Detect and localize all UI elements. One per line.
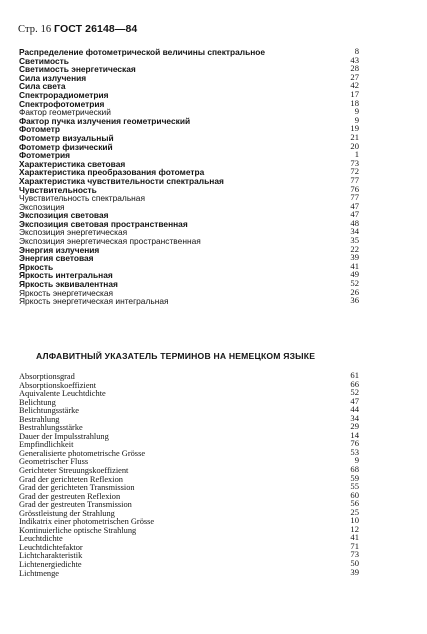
index-term: Фактор пучка излучения геометрический [19, 115, 191, 126]
german-index-row [19, 550, 359, 559]
term-number: 36 [350, 295, 359, 306]
index-term: Aquivalente Leuchtdichte [19, 389, 106, 399]
german-index-row [19, 525, 359, 534]
index-term: Яркость энергетическая интегральная [19, 296, 169, 307]
term-number: 47 [350, 200, 359, 211]
index-term: Яркость эквивалентная [19, 279, 118, 290]
term-number: 27 [350, 71, 359, 82]
german-index-row [19, 431, 359, 440]
russian-index-row [19, 107, 359, 116]
index-term: Характеристика чувствительности спектральная [19, 175, 224, 186]
russian-index-row [19, 73, 359, 82]
german-index-row [19, 516, 359, 525]
index-term: Belichtung [19, 397, 56, 407]
term-number: 9 [354, 106, 359, 117]
index-term: Фактор геометрический [19, 107, 111, 118]
term-number: 55 [350, 481, 359, 492]
index-term: Яркость интегральная [19, 270, 113, 281]
russian-index-row [19, 176, 359, 185]
index-term: Яркость [19, 261, 54, 272]
german-term-index [19, 371, 359, 576]
russian-index-row [19, 81, 359, 90]
russian-index-row [19, 142, 359, 151]
term-number: 20 [350, 140, 359, 151]
german-index-row [19, 499, 359, 508]
standard-number: ГОСТ 26148—84 [54, 23, 138, 35]
german-index-row [19, 542, 359, 551]
term-number: 68 [350, 464, 359, 475]
german-index-row [19, 397, 359, 406]
russian-term-index [19, 47, 359, 305]
term-number: 25 [350, 506, 359, 517]
index-term: Фотометр [19, 124, 61, 135]
index-term: Фотометрия [19, 150, 71, 161]
term-number: 34 [350, 412, 359, 423]
index-term: Светимость энергетическая [19, 64, 136, 75]
index-term: Grad der gerichteten Reflexion [19, 474, 123, 484]
russian-index-row [19, 202, 359, 211]
term-number: 43 [350, 54, 359, 65]
index-term: Экспозиция световая пространственная [19, 218, 188, 229]
russian-index-row [19, 210, 359, 219]
russian-index-row [19, 185, 359, 194]
index-term: Absorptionskoeffizient [19, 380, 97, 390]
russian-index-row [19, 262, 359, 271]
german-index-row [19, 465, 359, 474]
german-index-row [19, 439, 359, 448]
page-header [18, 23, 137, 35]
russian-index-row [19, 219, 359, 228]
term-number: 34 [350, 226, 359, 237]
term-number: 52 [350, 278, 359, 289]
russian-index-row [19, 116, 359, 125]
russian-index-row [19, 99, 359, 108]
index-term: Generalisierte photometrische Grösse [19, 448, 146, 458]
index-term: Dauer der Impulsstrahlung [19, 431, 109, 441]
term-number: 39 [350, 252, 359, 263]
term-number: 39 [350, 566, 359, 577]
index-term: Grad der gestreuten Reflexion [19, 491, 121, 501]
term-number: 77 [350, 174, 359, 185]
term-number: 44 [350, 404, 359, 415]
term-number: 35 [350, 235, 359, 246]
index-term: Энергия излучения [19, 244, 100, 255]
german-index-row [19, 448, 359, 457]
index-term: Grösstleistung der Strahlung [19, 508, 115, 518]
term-number: 29 [350, 421, 359, 432]
term-number: 14 [350, 429, 359, 440]
index-term: Bestrahlungsstärke [19, 423, 83, 433]
index-term: Спектрорадиометрия [19, 89, 109, 100]
index-term: Фотометр физический [19, 141, 113, 152]
index-term: Экспозиция энергетическая [19, 227, 128, 238]
term-number: 41 [350, 260, 359, 271]
term-number: 22 [350, 243, 359, 254]
term-number: 1 [354, 149, 359, 160]
term-number: 17 [350, 88, 359, 99]
index-term: Чувствительность спектральная [19, 193, 146, 204]
index-term: Kontinuierliche optische Strahlung [19, 525, 137, 535]
term-number: 28 [350, 63, 359, 74]
index-term: Экспозиция [19, 201, 65, 212]
term-number: 73 [350, 549, 359, 560]
index-term: Экспозиция энергетическая пространственная [19, 236, 201, 247]
index-term: Lichtmenge [19, 568, 59, 578]
index-term: Geometrischer Fluss [19, 457, 89, 467]
term-number: 73 [350, 157, 359, 168]
index-term: Grad der gerichteten Transmission [19, 483, 135, 493]
german-index-row [19, 491, 359, 500]
russian-index-row [19, 245, 359, 254]
term-number: 72 [350, 166, 359, 177]
german-index-row [19, 508, 359, 517]
index-term: Светимость [19, 55, 69, 66]
index-term: Lichtcharakteristik [19, 551, 83, 561]
term-number: 19 [350, 123, 359, 134]
russian-index-row [19, 64, 359, 73]
russian-index-row [19, 288, 359, 297]
term-number: 59 [350, 472, 359, 483]
german-index-row [19, 568, 359, 577]
russian-index-row [19, 167, 359, 176]
index-term: Leuchtdichtefaktor [19, 542, 83, 552]
term-number: 61 [350, 370, 359, 380]
russian-index-row [19, 227, 359, 236]
term-number: 41 [350, 532, 359, 543]
term-number: 8 [354, 46, 359, 56]
term-number: 18 [350, 97, 359, 108]
term-number: 77 [350, 192, 359, 203]
index-term: Характеристика световая [19, 158, 126, 169]
index-term: Indikatrix einer photometrischen Grösse [19, 517, 155, 527]
russian-index-row [19, 47, 359, 56]
russian-index-row [19, 296, 359, 305]
term-number: 47 [350, 209, 359, 220]
index-term: Сила света [19, 81, 66, 92]
term-number: 60 [350, 489, 359, 500]
term-number: 21 [350, 131, 359, 142]
german-index-row [19, 456, 359, 465]
term-number: 12 [350, 523, 359, 534]
term-number: 71 [350, 540, 359, 551]
index-term: Belichtungsstärke [19, 406, 80, 416]
index-term: Яркость энергетическая [19, 287, 114, 298]
term-number: 76 [350, 183, 359, 194]
index-term: Leuchtdichte [19, 534, 63, 544]
term-number: 50 [350, 558, 359, 569]
term-number: 42 [350, 80, 359, 91]
german-index-row [19, 482, 359, 491]
index-term: Empfindlichkeit [19, 440, 74, 450]
term-number: 9 [354, 114, 359, 125]
russian-index-row [19, 193, 359, 202]
german-index-row [19, 371, 359, 380]
russian-index-row [19, 56, 359, 65]
term-number: 48 [350, 217, 359, 228]
index-term: Сила излучения [19, 72, 87, 83]
russian-index-row [19, 124, 359, 133]
term-number: 47 [350, 395, 359, 406]
index-term: Экспозиция световая [19, 210, 109, 221]
russian-index-row [19, 279, 359, 288]
russian-index-row [19, 133, 359, 142]
russian-index-row [19, 150, 359, 159]
index-term: Распределение фотометрической величины спектральное [19, 47, 266, 57]
index-term: Lichtenergiedichte [19, 560, 82, 570]
term-number: 10 [350, 515, 359, 526]
index-term: Фотометр визуальный [19, 132, 114, 143]
german-index-row [19, 414, 359, 423]
russian-index-row [19, 159, 359, 168]
german-index-row [19, 559, 359, 568]
russian-index-row [19, 270, 359, 279]
index-term: Bestrahlung [19, 414, 60, 424]
term-number: 56 [350, 498, 359, 509]
term-number: 53 [350, 446, 359, 457]
index-term: Энергия световая [19, 253, 94, 264]
russian-index-row [19, 236, 359, 245]
term-number: 76 [350, 438, 359, 449]
index-term: Gerichteter Streuungskoeffizient [19, 466, 129, 476]
term-number: 52 [350, 387, 359, 398]
index-term: Характеристика преобразования фотометра [19, 167, 205, 178]
index-term: Absorptionsgrad [19, 372, 75, 381]
german-index-row [19, 533, 359, 542]
german-index-row [19, 380, 359, 389]
term-number: 9 [354, 455, 359, 466]
index-term: Чувствительность [19, 184, 97, 195]
german-index-title: АЛФАВИТНЫЙ УКАЗАТЕЛЬ ТЕРМИНОВ НА НЕМЕЦКОМ ЯЗЫКЕ [36, 351, 316, 361]
term-number: 26 [350, 286, 359, 297]
german-index-row [19, 388, 359, 397]
russian-index-row [19, 253, 359, 262]
term-number: 49 [350, 269, 359, 280]
term-number: 66 [350, 378, 359, 389]
index-term: Спектрофотометрия [19, 98, 105, 109]
russian-index-row [19, 90, 359, 99]
german-index-row [19, 422, 359, 431]
german-index-row [19, 405, 359, 414]
page-label: Стр. 16 [18, 24, 52, 35]
index-term: Grad der gestreuten Transmission [19, 500, 132, 510]
german-index-row [19, 474, 359, 483]
